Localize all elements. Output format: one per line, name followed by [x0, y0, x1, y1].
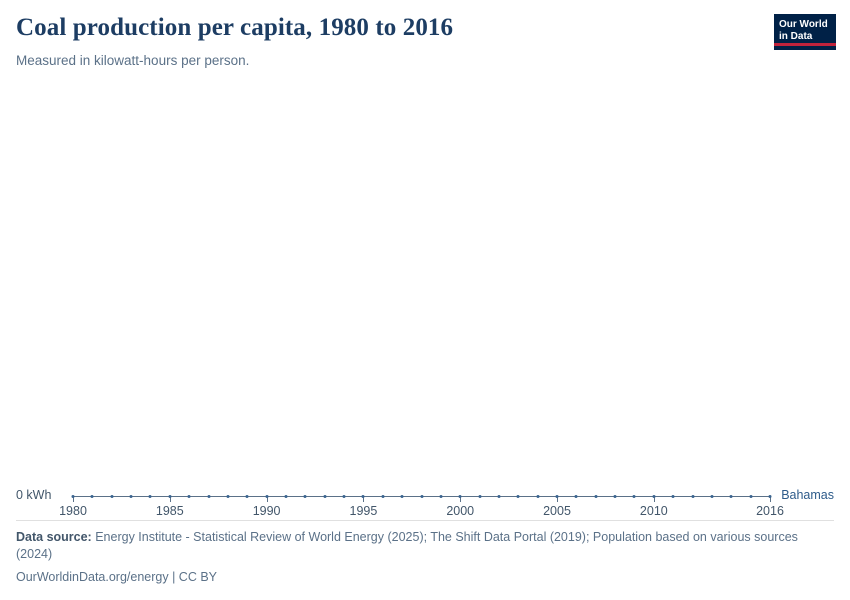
data-point — [614, 495, 617, 498]
our-world-in-data-logo[interactable] — [774, 14, 836, 50]
y-axis-zero-label: 0 kWh — [16, 488, 52, 502]
logo-line-2: in Data — [779, 31, 813, 42]
x-axis-tick-label: 2000 — [446, 504, 475, 518]
data-point — [420, 495, 423, 498]
plot-area — [16, 90, 834, 518]
x-axis-tick-label: 1990 — [252, 504, 281, 518]
x-axis-tick-label: 2010 — [639, 504, 668, 518]
data-point — [691, 495, 694, 498]
data-point — [439, 495, 442, 498]
chart-footer — [16, 520, 834, 586]
data-point — [246, 495, 249, 498]
data-point — [304, 495, 307, 498]
data-point — [633, 495, 636, 498]
data-point — [517, 495, 520, 498]
data-point — [652, 495, 655, 498]
x-axis-tick-label: 1985 — [155, 504, 184, 518]
data-point — [265, 495, 268, 498]
data-point — [401, 495, 404, 498]
data-point — [284, 495, 287, 498]
data-point — [110, 495, 113, 498]
x-axis-tick-label: 2016 — [756, 504, 784, 518]
data-point — [149, 495, 152, 498]
data-point — [362, 495, 365, 498]
chart-header — [16, 0, 834, 69]
data-source-label: Data source: — [16, 530, 92, 545]
data-point — [749, 495, 752, 498]
data-point — [91, 495, 94, 498]
data-point — [168, 495, 171, 498]
data-point — [323, 495, 326, 498]
data-point — [497, 495, 500, 498]
data-point — [710, 495, 713, 498]
data-point — [730, 495, 733, 498]
logo-line-1: Our World — [779, 19, 828, 30]
data-point — [594, 495, 597, 498]
data-point — [226, 495, 229, 498]
data-point — [207, 495, 210, 498]
series-label-bahamas[interactable]: Bahamas — [781, 488, 834, 502]
data-point — [478, 495, 481, 498]
data-point — [459, 495, 462, 498]
data-point — [575, 495, 578, 498]
data-point — [130, 495, 133, 498]
logo-rule — [774, 43, 836, 46]
data-point — [381, 495, 384, 498]
x-axis-tick-label: 1995 — [349, 504, 378, 518]
data-source-text: Energy Institute - Statistical Review of World Energy (2025); The Shift Data Portal (2019); Population based on various sources (2024) — [16, 530, 798, 562]
data-point — [72, 495, 75, 498]
footer-divider — [16, 520, 834, 521]
data-point — [343, 495, 346, 498]
x-axis-tick-label: 1980 — [59, 504, 87, 518]
data-point — [536, 495, 539, 498]
x-axis-tick-label: 2005 — [543, 504, 571, 518]
data-point — [769, 495, 772, 498]
data-source-line — [16, 529, 834, 563]
chart-subtitle: Measured in kilowatt-hours per person. — [16, 52, 250, 68]
data-point — [556, 495, 559, 498]
data-point — [672, 495, 675, 498]
data-point — [188, 495, 191, 498]
page-title: Coal production per capita, 1980 to 2016 — [16, 14, 454, 41]
licence-line[interactable]: OurWorldinData.org/energy | CC BY — [16, 570, 218, 585]
